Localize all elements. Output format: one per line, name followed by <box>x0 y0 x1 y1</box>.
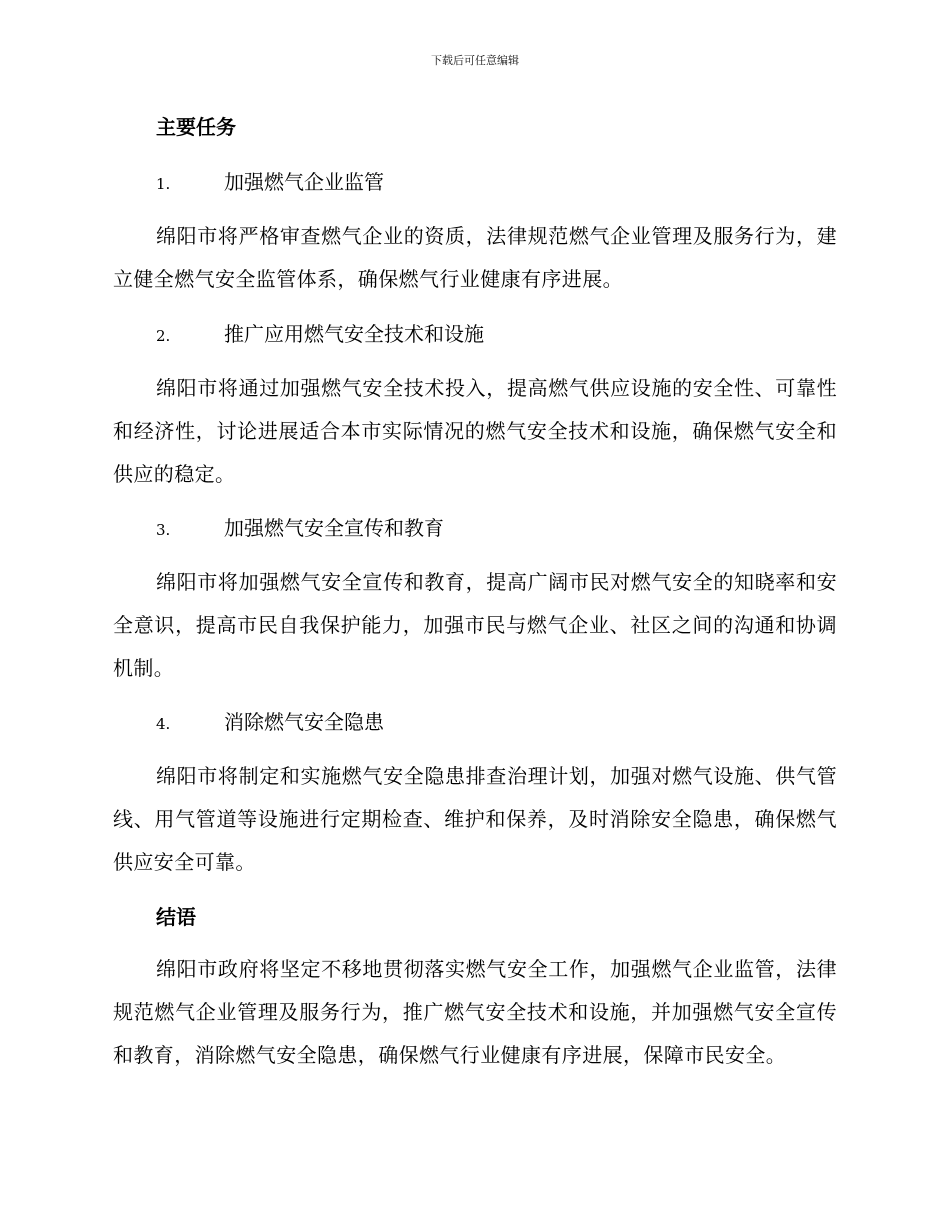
task-title: 消除燃气安全隐患 <box>224 710 384 734</box>
task-item-3 <box>156 514 444 544</box>
task-number: 4. <box>156 715 171 733</box>
section-heading-conclusion: 结语 <box>156 905 196 929</box>
conclusion-paragraph: 绵阳市政府将坚定不移地贯彻落实燃气安全工作，加强燃气企业监管，法律规范燃气企业管理及服务行为，推广燃气安全技术和设施，并加强燃气安全宣传和教育，消除燃气安全隐患，确保燃气行业健康有序进展，保障市民安全。 <box>113 957 837 1067</box>
task-paragraph-2: 绵阳市将通过加强燃气安全技术投入，提高燃气供应设施的安全性、可靠性和经济性，讨论进展适合本市实际情况的燃气安全技术和设施，确保燃气安全和供应的稳定。 <box>113 376 837 486</box>
task-number: 2. <box>156 327 171 345</box>
task-title: 加强燃气安全宣传和教育 <box>224 516 444 540</box>
task-title: 加强燃气企业监管 <box>224 170 384 194</box>
task-paragraph-3: 绵阳市将加强燃气安全宣传和教育，提高广阔市民对燃气安全的知晓率和安全意识，提高市民自我保护能力，加强市民与燃气企业、社区之间的沟通和协调机制。 <box>113 570 837 680</box>
task-item-1 <box>156 168 384 198</box>
task-item-4 <box>156 708 384 738</box>
task-paragraph-4: 绵阳市将制定和实施燃气安全隐患排查治理计划，加强对燃气设施、供气管线、用气管道等设施进行定期检查、维护和保养，及时消除安全隐患，确保燃气供应安全可靠。 <box>113 764 837 874</box>
task-number: 3. <box>156 521 171 539</box>
task-title: 推广应用燃气安全技术和设施 <box>224 322 484 346</box>
task-number: 1. <box>156 175 171 193</box>
page-header: 下载后可任意编辑 <box>431 54 519 67</box>
task-paragraph-1: 绵阳市将严格审查燃气企业的资质，法律规范燃气企业管理及服务行为，建立健全燃气安全监管体系，确保燃气行业健康有序进展。 <box>113 224 837 291</box>
section-heading-main-tasks: 主要任务 <box>156 115 236 139</box>
task-item-2 <box>156 320 484 350</box>
